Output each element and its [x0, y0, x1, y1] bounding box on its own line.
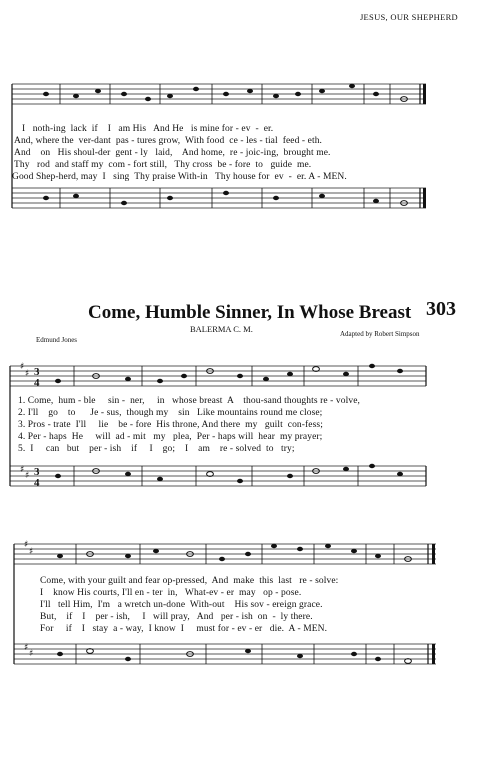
arranger-credit: Adapted by Robert Simpson	[340, 330, 420, 338]
system2-key-signature	[24, 540, 33, 659]
svg-text:♯: ♯	[20, 465, 25, 475]
system2-verse-2: I know His courts, I'll en - ter in, What-ev - er may op - pose.	[40, 588, 302, 598]
system1-verse-3: 3. Pros - trate I'll lie be - fore His throne, And there my guilt con-fess;	[18, 420, 323, 430]
tune-name: BALERMA C. M.	[190, 324, 253, 334]
system2-treble-staff	[14, 544, 436, 564]
svg-text:♯: ♯	[24, 643, 29, 653]
system1-verse-1: 1. Come, hum - ble sin - ner, in whose breast A thou-sand thoughts re - volve,	[18, 396, 361, 406]
system2-verse-5: For if I stay a - way, I know I must for - ev - er die. A - MEN.	[40, 624, 328, 634]
svg-text:4: 4	[34, 377, 40, 389]
system2-verse-4: But, if I per - ish, I will pray, And per - ish on - ly there.	[40, 612, 313, 622]
prev-lyric-line-5: Good Shep-herd, may I sing Thy praise With-in Thy house for ev - er. A - MEN.	[12, 172, 347, 182]
svg-text:♯: ♯	[29, 547, 34, 557]
prev-lyric-line-1: I noth-ing lack if I am His And He is mine for - ev - er.	[22, 124, 274, 134]
svg-text:3: 3	[34, 466, 40, 478]
running-head: JESUS, OUR SHEPHERD	[359, 12, 458, 22]
prev-lyric-line-2: And, where the ver-dant pas - tures grow, With food ce - les - tial feed - eth.	[14, 136, 323, 146]
system1-verse-2: 2. I'll go to Je - sus, though my sin Like mountains round me close;	[18, 408, 323, 418]
system2-verse-3: I'll tell Him, I'm a wretch un-done With-out His sov - ereign grace.	[40, 600, 323, 610]
svg-text:3: 3	[34, 366, 40, 378]
svg-text:♯: ♯	[24, 540, 29, 550]
svg-text:♯: ♯	[29, 649, 34, 659]
svg-text:4: 4	[34, 477, 40, 489]
svg-text:♯: ♯	[25, 471, 30, 481]
svg-text:♯: ♯	[25, 369, 30, 379]
svg-text:♯: ♯	[20, 362, 25, 372]
composer-credit: Edmund Jones	[36, 336, 78, 344]
system1-verse-5: 5. I can but per - ish if I go; I am re - solved to try;	[18, 444, 295, 454]
hymn-title: Come, Humble Sinner, In Whose Breast	[88, 302, 412, 323]
system2-verse-1: Come, with your guilt and fear op-pressed, And make this last re - solve:	[40, 576, 339, 586]
system1-treble-staff	[10, 366, 426, 386]
prev-lyric-line-4: Thy rod and staff my com - fort still, Thy cross be - fore to guide me.	[14, 160, 312, 170]
system1-bass-staff	[10, 466, 426, 486]
system2-bass-staff	[14, 644, 436, 664]
prev-lyric-line-3: And on His shoul-der gent - ly laid, And home, re - joic-ing, brought me.	[14, 148, 331, 158]
hymn-number: 303	[426, 298, 456, 320]
system1-verse-4: 4. Per - haps He will ad - mit my plea, Per - haps will hear my prayer;	[18, 432, 323, 442]
